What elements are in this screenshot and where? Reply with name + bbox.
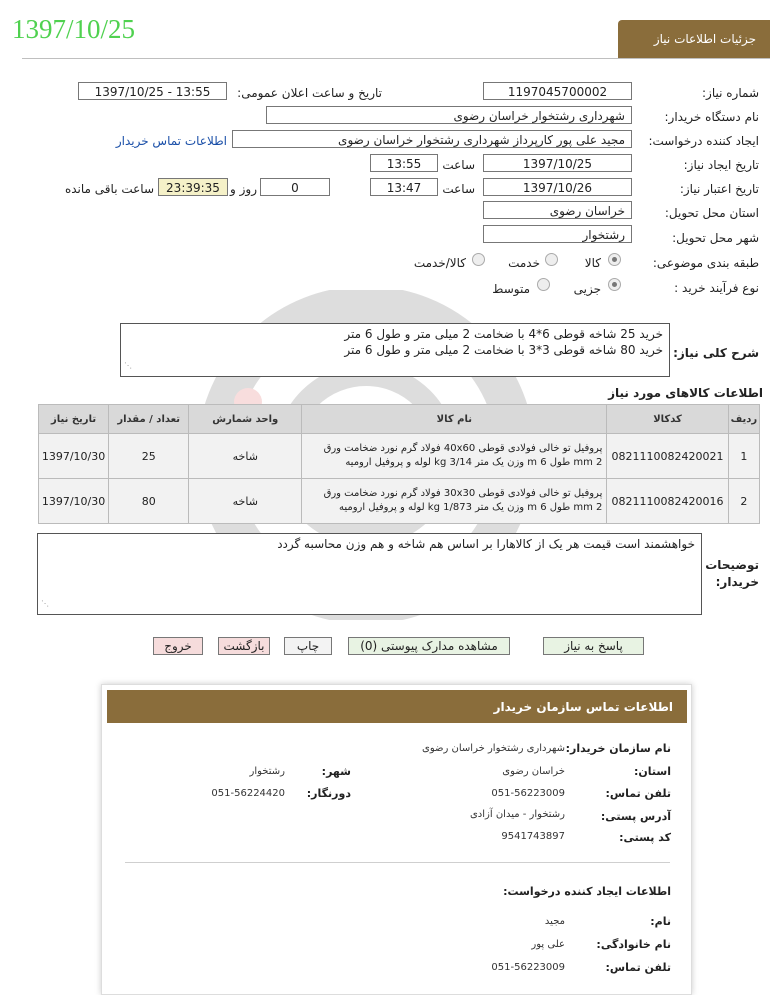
contact-city-value: رشتخوار bbox=[249, 766, 285, 777]
row-date: 1397/10/30 bbox=[39, 434, 109, 479]
process-label: نوع فرآیند خرید : bbox=[674, 281, 759, 295]
attachments-button[interactable]: مشاهده مدارک پیوستی (0) bbox=[348, 637, 510, 655]
category-option-goods: کالا bbox=[584, 256, 601, 270]
summary-label: شرح کلی نیاز: bbox=[673, 346, 759, 360]
phone-value: 051-56223009 bbox=[491, 788, 565, 799]
province-label: استان محل تحویل: bbox=[664, 206, 759, 220]
creator-phone-label: تلفن تماس: bbox=[605, 961, 671, 974]
reply-button[interactable]: پاسخ به نیاز bbox=[543, 637, 644, 655]
row-qty: 80 bbox=[109, 479, 189, 524]
days-field: 0 bbox=[260, 178, 330, 196]
buyer-contact-panel bbox=[101, 684, 692, 995]
need-number-field: 1197045700002 bbox=[483, 82, 632, 100]
row-name: پروفیل تو خالی فولادی قوطی 40x60 فولاد گرم نورد ضخامت ورق mm 2 طول m 6 وزن یک متر kg 3/14 لوله و پروفیل ارومیه bbox=[302, 434, 607, 479]
buyer-notes-text: خواهشمند است قیمت هر یک از کالاهارا بر اساس هم شاخه و هم وزن محاسبه گردد bbox=[277, 537, 695, 551]
announce-label: تاریخ و ساعت اعلان عمومی: bbox=[237, 86, 382, 100]
validity-label: تاریخ اعتبار نیاز: bbox=[679, 182, 759, 196]
creator-phone-value: 051-56223009 bbox=[491, 962, 565, 973]
contact-panel-title: اطلاعات تماس سازمان خریدار bbox=[493, 700, 673, 714]
buyer-org-field: شهرداری رشتخوار خراسان رضوی bbox=[266, 106, 632, 124]
city-label: شهر محل تحویل: bbox=[672, 231, 759, 245]
created-date-label: تاریخ ایجاد نیاز: bbox=[683, 158, 759, 172]
postal-label: کد پستی: bbox=[619, 831, 671, 844]
buyer-notes-label-1: توضیحات bbox=[705, 558, 759, 572]
province-field: خراسان رضوی bbox=[483, 201, 632, 219]
org-value: شهرداری رشتخوار خراسان رضوی bbox=[422, 743, 565, 754]
creator-name-value: مجید bbox=[544, 916, 565, 927]
process-radio-medium[interactable] bbox=[537, 278, 550, 291]
city-field: رشتخوار bbox=[483, 225, 632, 243]
created-date-field: 1397/10/25 bbox=[483, 154, 632, 172]
exit-button[interactable]: خروج bbox=[153, 637, 203, 655]
resize-grip-icon[interactable]: ⋰ bbox=[124, 361, 132, 370]
creator-label: ایجاد کننده درخواست: bbox=[648, 134, 759, 148]
validity-date-field: 1397/10/26 bbox=[483, 178, 632, 196]
process-option-medium: متوسط bbox=[492, 282, 530, 296]
summary-line-1: خرید 25 شاخه قوطی 6*4 با ضخامت 2 میلی متر و طول 6 متر bbox=[344, 327, 663, 341]
row-unit: شاخه bbox=[189, 434, 302, 479]
need-number-label: شماره نیاز: bbox=[702, 86, 759, 100]
stamp-date: 1397/10/25 bbox=[12, 14, 136, 44]
validity-time-label: ساعت bbox=[442, 182, 475, 196]
row-code: 0821110082420021 bbox=[607, 434, 728, 479]
table-row bbox=[39, 479, 760, 524]
col-qty: تعداد / مقدار bbox=[109, 405, 189, 434]
address-value: رشتخوار - میدان آزادی bbox=[469, 809, 565, 820]
contact-province-value: خراسان رضوی bbox=[502, 766, 565, 777]
remaining-time-field: 23:39:35 bbox=[158, 178, 228, 196]
contact-city-label: شهر: bbox=[321, 765, 351, 778]
summary-line-2: خرید 80 شاخه قوطی 3*3 با ضخامت 2 میلی متر و طول 6 متر bbox=[344, 343, 663, 357]
validity-time-field: 13:47 bbox=[370, 178, 438, 196]
buyer-org-label: نام دستگاه خریدار: bbox=[664, 110, 759, 124]
back-button[interactable]: بازگشت bbox=[218, 637, 270, 655]
category-option-service: خدمت bbox=[508, 256, 540, 270]
category-radio-both[interactable] bbox=[472, 253, 485, 266]
header-divider bbox=[22, 58, 770, 59]
resize-grip-icon[interactable]: ⋰ bbox=[41, 599, 49, 608]
address-label: آدرس پستی: bbox=[600, 810, 671, 823]
category-radio-service[interactable] bbox=[545, 253, 558, 266]
table-row bbox=[39, 434, 760, 479]
col-code: کدکالا bbox=[607, 405, 728, 434]
org-label: نام سازمان خریدار: bbox=[565, 742, 671, 755]
row-number: 2 bbox=[728, 479, 759, 524]
print-button[interactable]: چاپ bbox=[284, 637, 332, 655]
col-row: ردیف bbox=[728, 405, 759, 434]
fax-value: 051-56224420 bbox=[211, 788, 285, 799]
category-radio-goods[interactable] bbox=[608, 253, 621, 266]
days-label: روز و bbox=[230, 182, 257, 196]
fax-label: دورنگار: bbox=[306, 787, 351, 800]
row-unit: شاخه bbox=[189, 479, 302, 524]
phone-label: تلفن تماس: bbox=[605, 787, 671, 800]
row-name: پروفیل تو خالی فولادی قوطی 30x30 فولاد گرم نورد ضخامت ورق mm 2 طول m 6 وزن یک متر kg 1/873 لوله و پروفیل ارومیه bbox=[302, 479, 607, 524]
category-option-both: کالا/خدمت bbox=[413, 256, 466, 270]
items-table bbox=[38, 404, 760, 524]
row-code: 0821110082420016 bbox=[607, 479, 728, 524]
row-date: 1397/10/30 bbox=[39, 479, 109, 524]
summary-textarea[interactable] bbox=[120, 323, 670, 377]
contact-divider bbox=[125, 862, 670, 863]
creator-info-title: اطلاعات ایجاد کننده درخواست: bbox=[503, 885, 671, 898]
process-radio-minor[interactable] bbox=[608, 278, 621, 291]
creator-family-label: نام خانوادگی: bbox=[596, 938, 671, 951]
creator-family-value: علی پور bbox=[531, 939, 565, 950]
page-title: جزئیات اطلاعات نیاز bbox=[653, 32, 756, 46]
created-time-label: ساعت bbox=[442, 158, 475, 172]
buyer-notes-textarea[interactable] bbox=[37, 533, 702, 615]
items-section-title: اطلاعات کالاهای مورد نیاز bbox=[608, 386, 763, 400]
buyer-notes-label-2: خریدار: bbox=[715, 575, 759, 589]
announce-field: 1397/10/25 - 13:55 bbox=[78, 82, 227, 100]
process-option-minor: جزیی bbox=[573, 282, 601, 296]
page-header bbox=[618, 20, 770, 58]
contact-province-label: استان: bbox=[634, 765, 671, 778]
col-date: تاریخ نیاز bbox=[39, 405, 109, 434]
row-qty: 25 bbox=[109, 434, 189, 479]
remaining-label: ساعت باقی مانده bbox=[64, 182, 154, 196]
col-name: نام کالا bbox=[302, 405, 607, 434]
buyer-contact-link[interactable]: اطلاعات تماس خریدار bbox=[115, 134, 227, 148]
creator-name-label: نام: bbox=[650, 915, 671, 928]
creator-field: مجید علی پور کارپرداز شهرداری رشتخوار خراسان رضوی bbox=[232, 130, 632, 148]
row-number: 1 bbox=[728, 434, 759, 479]
postal-value: 9541743897 bbox=[501, 831, 565, 842]
contact-panel-header bbox=[107, 690, 687, 723]
created-time-field: 13:55 bbox=[370, 154, 438, 172]
category-label: طبقه بندی موضوعی: bbox=[652, 256, 759, 270]
col-unit: واحد شمارش bbox=[189, 405, 302, 434]
